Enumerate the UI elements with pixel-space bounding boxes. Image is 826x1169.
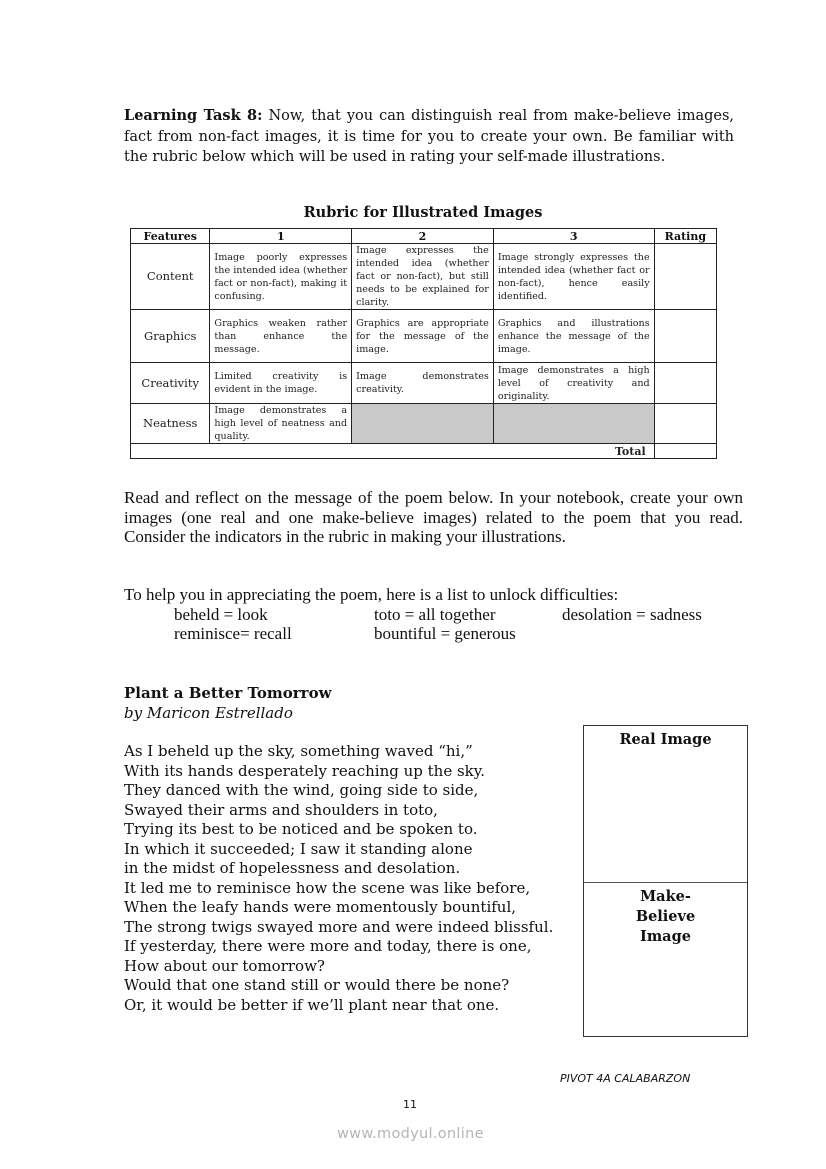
poem-line: With its hands desperately reaching up the sky. — [124, 761, 486, 780]
real-image-box — [584, 726, 747, 883]
header-rating: Rating — [654, 229, 716, 244]
criteria-cell: Image expresses the intended idea (whether fact or non-fact), but still needs to be explained for clarity. — [352, 244, 494, 310]
vocab-item: bountiful = generous — [374, 624, 516, 644]
poem-line: Trying its best to be noticed and be spoken to. — [124, 820, 478, 838]
learning-task-intro — [124, 106, 734, 168]
poem-line: They danced with the wind, going side to side, — [124, 781, 479, 799]
poem-line: In which it succeeded; I saw it standing alone — [124, 839, 473, 858]
rating-cell[interactable] — [654, 404, 716, 444]
rubric-header-row — [131, 229, 717, 244]
task-text: Now, that you can distinguish real from make-believe images, fact from non-fact images, it is time for you to create your own. Be familiar with the rubric below which will be used in rating your self-made illustrations. — [124, 108, 734, 166]
make-believe-image-label: Make-Believe Image — [635, 888, 696, 945]
feature-cell: Neatness — [131, 404, 210, 444]
vocab-item: reminisce= recall — [174, 624, 292, 644]
poem-line: How about our tomorrow? — [124, 956, 325, 975]
make-believe-image-box — [584, 883, 747, 947]
criteria-cell: Limited creativity is evident in the image. — [210, 363, 352, 404]
header-3: 3 — [493, 229, 654, 244]
table-row — [131, 244, 717, 310]
shaded-cell — [493, 404, 654, 444]
shaded-cell — [352, 404, 494, 444]
vocabulary-help — [124, 585, 744, 644]
poem-line: Would that one stand still or would there be none? — [124, 976, 510, 994]
criteria-cell: Image demonstrates a high level of creativity and originality. — [493, 363, 654, 404]
header-2: 2 — [352, 229, 494, 244]
criteria-cell: Graphics and illustrations enhance the message of the image. — [493, 310, 654, 363]
task-label: Learning Task 8: — [124, 107, 263, 124]
criteria-cell: Graphics weaken rather than enhance the message. — [210, 310, 352, 363]
poem-line: As I beheld up the sky, something waved “hi,” — [124, 742, 473, 760]
rubric-title: Rubric for Illustrated Images — [303, 204, 543, 221]
poem-author: by Maricon Estrellado — [124, 704, 293, 722]
instructions-paragraph: Read and reflect on the message of the poem below. In your notebook, create your own images (one real and one make-believe images) related to the poem that you read. Consider the indicators in the rubric in making your illustrations. — [124, 488, 743, 547]
vocab-item: desolation = sadness — [562, 604, 702, 624]
feature-cell: Graphics — [131, 310, 210, 363]
page-number: 11 — [403, 1098, 417, 1111]
criteria-cell: Graphics are appropriate for the message of the image. — [352, 310, 494, 363]
vocab-item — [562, 624, 742, 644]
footer-region: PIVOT 4A CALABARZON — [560, 1072, 691, 1085]
rubric-table — [130, 228, 717, 459]
poem-body — [124, 742, 553, 1015]
poem-line: Or, it would be better if we’ll plant near that one. — [124, 995, 500, 1014]
poem-line: in the midst of hopelessness and desolation. — [124, 859, 461, 877]
watermark: www.modyul.online — [337, 1126, 484, 1142]
vocab-item: toto = all together — [374, 604, 496, 624]
total-label: Total — [131, 444, 655, 459]
criteria-cell: Image demonstrates a high level of neatness and quality. — [210, 404, 352, 444]
feature-cell: Creativity — [131, 363, 210, 404]
rating-cell[interactable] — [654, 363, 716, 404]
vocab-list — [124, 605, 744, 644]
table-row — [131, 310, 717, 363]
total-row — [131, 444, 717, 459]
rating-cell[interactable] — [654, 244, 716, 310]
image-boxes — [583, 725, 748, 1037]
header-features: Features — [131, 229, 210, 244]
real-image-label: Real Image — [619, 731, 712, 748]
criteria-cell: Image poorly expresses the intended idea (whether fact or non-fact), making it confusing. — [210, 244, 352, 310]
poem-title: Plant a Better Tomorrow — [124, 684, 332, 702]
criteria-cell: Image strongly expresses the intended idea (whether fact or non-fact), hence easily identified. — [493, 244, 654, 310]
criteria-cell: Image demonstrates creativity. — [352, 363, 494, 404]
poem-line: It led me to reminisce how the scene was like before, — [124, 878, 531, 897]
poem-line: When the leafy hands were momentously bountiful, — [124, 898, 517, 916]
poem-line: Swayed their arms and shoulders in toto, — [124, 800, 438, 819]
table-row — [131, 363, 717, 404]
header-1: 1 — [210, 229, 352, 244]
table-row — [131, 404, 717, 444]
feature-cell: Content — [131, 244, 210, 310]
poem-line: The strong twigs swayed more and were indeed blissful. — [124, 917, 554, 936]
poem-line: If yesterday, there were more and today, there is one, — [124, 937, 532, 955]
rating-cell[interactable] — [654, 310, 716, 363]
total-value-cell[interactable] — [654, 444, 716, 459]
vocab-lead: To help you in appreciating the poem, here is a list to unlock difficulties: — [124, 585, 619, 604]
vocab-item: beheld = look — [174, 604, 268, 624]
